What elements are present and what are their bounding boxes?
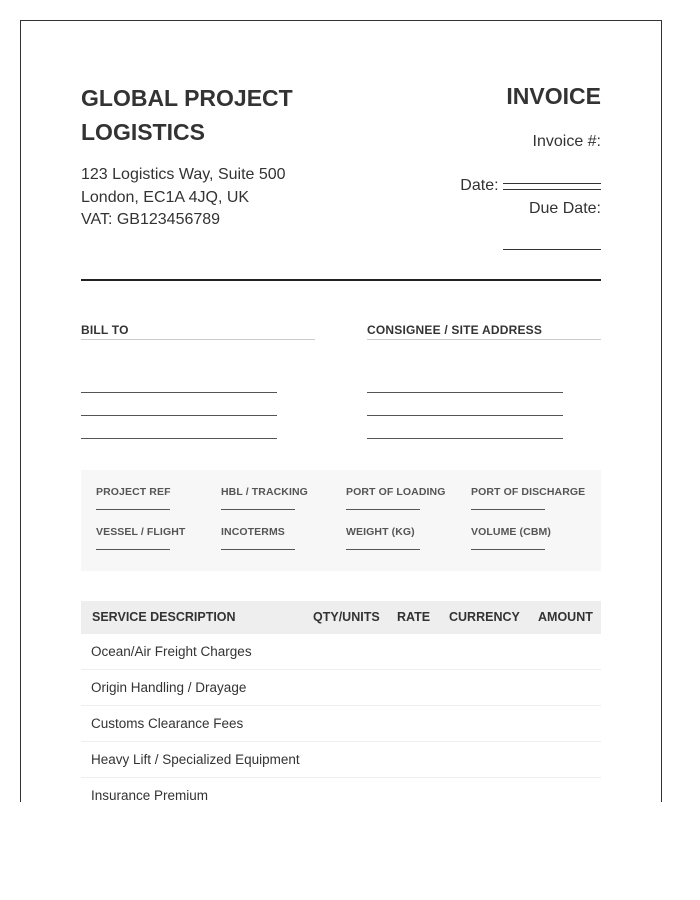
field-line[interactable] [221, 549, 295, 550]
vat-number: VAT: GB123456789 [81, 211, 221, 228]
address-line-1: 123 Logistics Way, Suite 500 [81, 166, 286, 183]
header-currency: CURRENCY [449, 610, 520, 624]
field-line[interactable] [471, 509, 545, 510]
header-divider [81, 279, 601, 281]
table-row[interactable] [81, 778, 601, 802]
field-label: PORT OF LOADING [346, 486, 446, 498]
field-line[interactable] [96, 509, 170, 510]
company-address [81, 164, 286, 232]
row-description: Heavy Lift / Specialized Equipment [91, 752, 300, 767]
field-line[interactable] [96, 549, 170, 550]
bill-to-line[interactable] [81, 392, 277, 393]
volume-field[interactable] [471, 526, 591, 550]
field-line[interactable] [346, 509, 420, 510]
weight-field[interactable] [346, 526, 466, 550]
bill-to-line[interactable] [81, 438, 277, 439]
consignee-line[interactable] [367, 438, 563, 439]
field-line[interactable] [471, 549, 545, 550]
due-date-blank[interactable] [503, 237, 601, 255]
table-row[interactable] [81, 634, 601, 670]
field-line[interactable] [221, 509, 295, 510]
row-description: Ocean/Air Freight Charges [91, 644, 252, 659]
port-of-discharge-field[interactable] [471, 486, 591, 510]
consignee-section [367, 323, 601, 439]
row-description: Insurance Premium [91, 788, 209, 802]
consignee-line[interactable] [367, 392, 563, 393]
row-description: Customs Clearance Fees [91, 716, 244, 731]
header-amount: AMOUNT [538, 610, 593, 624]
table-row[interactable] [81, 706, 601, 742]
incoterms-field[interactable] [221, 526, 341, 550]
due-date-label: Due Date: [528, 200, 601, 217]
table-row[interactable] [81, 742, 601, 778]
bill-to-label: BILL TO [81, 323, 315, 340]
address-line-2: London, EC1A 4JQ, UK [81, 188, 250, 206]
invoice-date-field[interactable] [460, 177, 601, 195]
field-line[interactable] [346, 549, 420, 550]
field-label: HBL / TRACKING [221, 486, 308, 498]
invoice-title: INVOICE [506, 83, 601, 109]
consignee-line[interactable] [367, 415, 563, 416]
services-table [81, 601, 601, 802]
table-header [81, 601, 601, 634]
invoice-date-label: Date: [460, 177, 499, 194]
invoice-date-blank[interactable] [503, 188, 601, 190]
consignee-label: CONSIGNEE / SITE ADDRESS [367, 323, 601, 340]
port-of-loading-field[interactable] [346, 486, 466, 510]
company-name: GLOBAL PROJECT LOGISTICS [81, 85, 293, 145]
table-row[interactable] [81, 670, 601, 706]
project-ref-field[interactable] [96, 486, 216, 510]
header-rate: RATE [397, 610, 431, 624]
header-qty: QTY/UNITS [313, 610, 380, 624]
field-label: VESSEL / FLIGHT [96, 526, 186, 538]
row-description: Origin Handling / Drayage [91, 680, 247, 695]
field-label: VOLUME (CBM) [471, 526, 551, 538]
invoice-page [20, 20, 662, 802]
field-label: INCOTERMS [221, 526, 285, 538]
field-label: WEIGHT (KG) [346, 526, 415, 538]
shipment-details-box [81, 470, 601, 571]
bill-to-section [81, 323, 315, 439]
field-label: PORT OF DISCHARGE [471, 486, 586, 498]
bill-to-line[interactable] [81, 415, 277, 416]
header-description: SERVICE DESCRIPTION [92, 610, 236, 624]
field-label: PROJECT REF [96, 486, 171, 498]
vessel-flight-field[interactable] [96, 526, 216, 550]
invoice-number-label: Invoice #: [532, 133, 601, 150]
hbl-tracking-field[interactable] [221, 486, 341, 510]
